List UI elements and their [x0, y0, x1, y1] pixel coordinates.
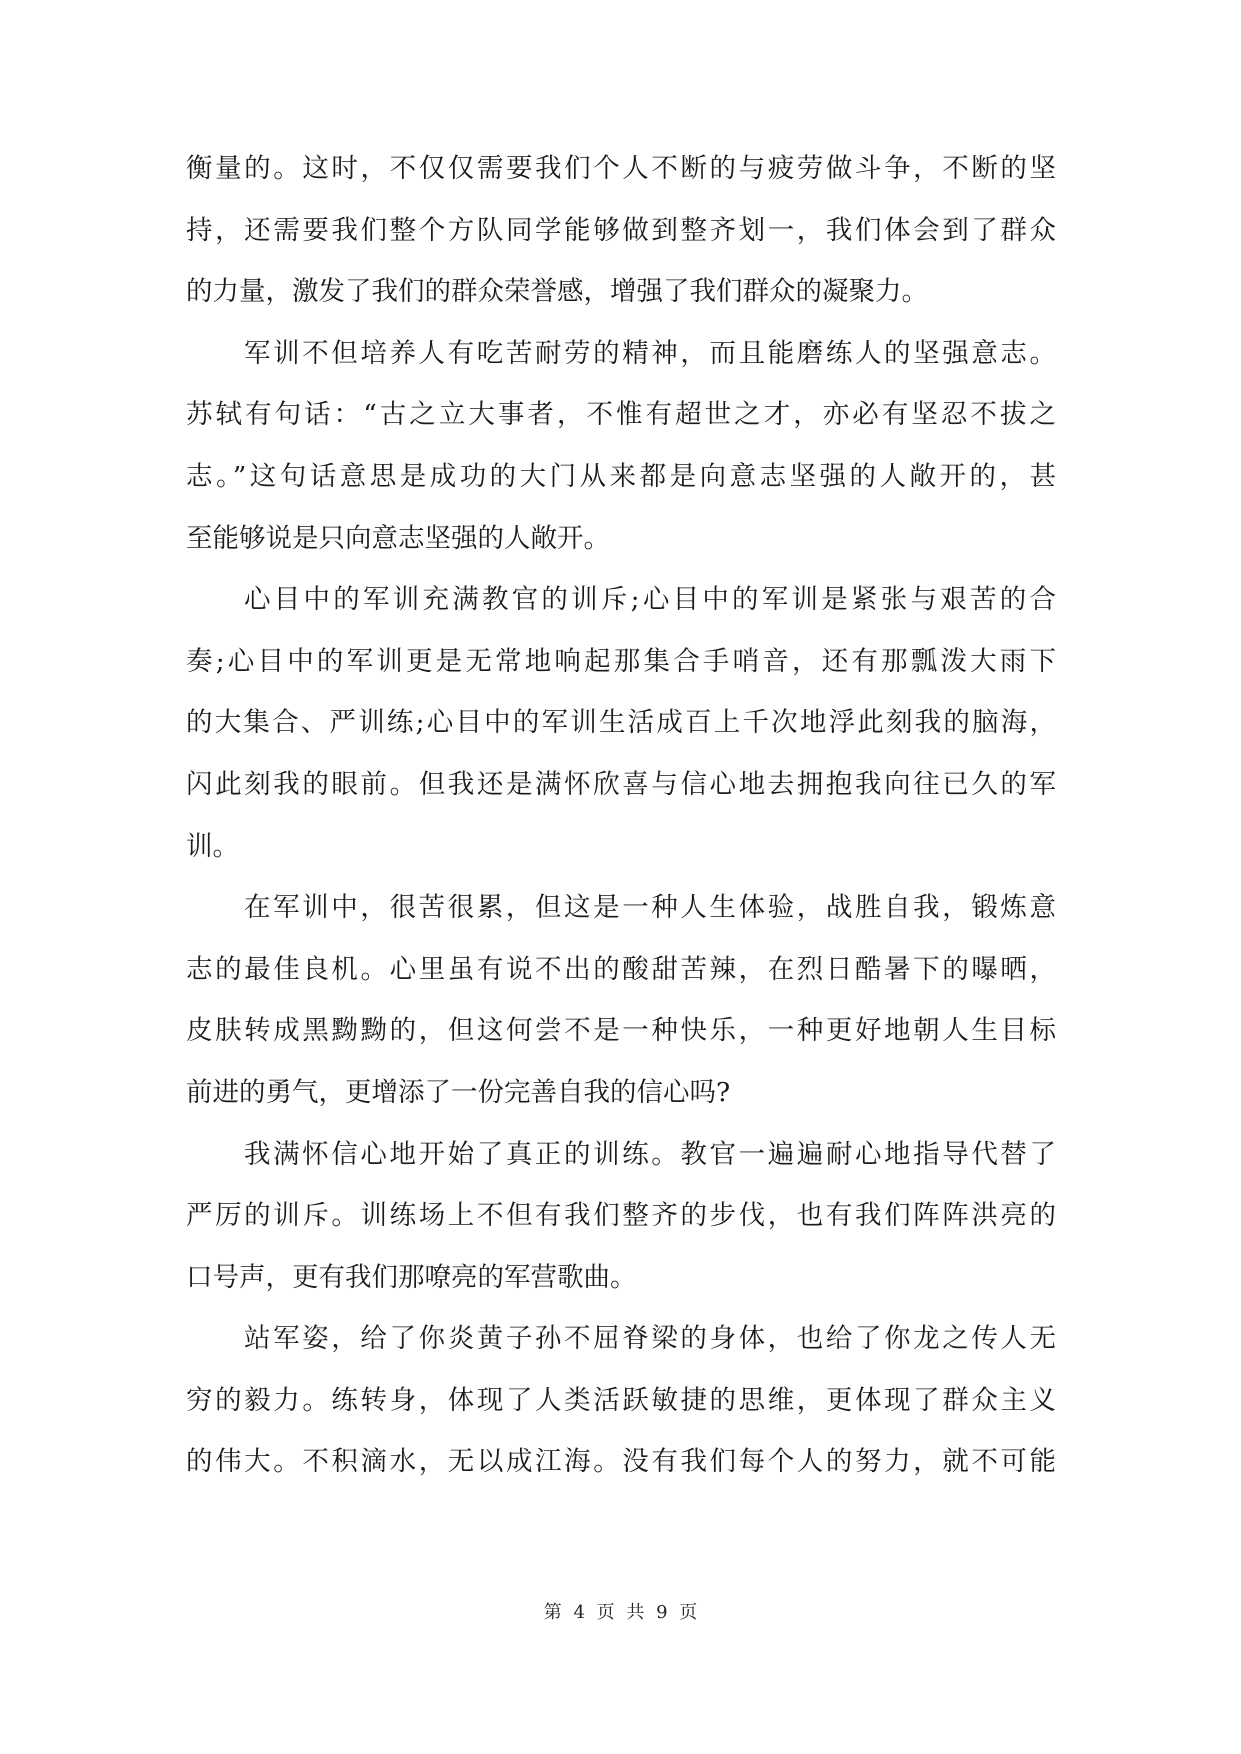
text-line: 穷的毅力。练转身，体现了人类活跃敏捷的思维，更体现了群众主义 [186, 1384, 1056, 1416]
page-footer: 第 4 页 共 9 页 [543, 1602, 698, 1623]
text-line: 我满怀信心地开始了真正的训练。教官一遍遍耐心地指导代替了 [244, 1138, 1056, 1170]
text-line: 持，还需要我们整个方队同学能够做到整齐划一，我们体会到了群众 [186, 214, 1056, 246]
text-line: 军训不但培养人有吃苦耐劳的精神，而且能磨练人的坚强意志。 [244, 337, 1056, 369]
text-line: 口号声，更有我们那嘹亮的军营歌曲。 [186, 1261, 637, 1293]
text-line: 的伟大。不积滴水，无以成江海。没有我们每个人的努力，就不可能 [186, 1446, 1056, 1478]
text-line: 衡量的。这时，不仅仅需要我们个人不断的与疲劳做斗争，不断的坚 [186, 153, 1056, 184]
text-line: 闪此刻我的眼前。但我还是满怀欣喜与信心地去拥抱我向往已久的军 [186, 768, 1056, 800]
text-line: 志。”这句话意思是成功的大门从来都是向意志坚强的人敞开的，甚 [186, 460, 1056, 492]
paragraph-2 [186, 323, 1056, 569]
paragraph-4 [186, 877, 1056, 1123]
text-line: 的大集合、严训练;心目中的军训生活成百上千次地浮此刻我的脑海， [186, 707, 1056, 739]
text-line: 苏轼有句话：“古之立大事者，不惟有超世之才，亦必有坚忍不拔之 [186, 399, 1056, 431]
text-line: 志的最佳良机。心里虽有说不出的酸甜苦辣，在烈日酷暑下的曝晒， [186, 953, 1056, 985]
paragraph-1 [186, 138, 1056, 323]
paragraph-6 [186, 1308, 1056, 1493]
text-line: 心目中的军训充满教官的训斥;心目中的军训是紧张与艰苦的合 [244, 584, 1056, 616]
paragraph-5 [186, 1124, 1056, 1309]
text-line: 皮肤转成黑黝黝的，但这何尝不是一种快乐，一种更好地朝人生目标 [186, 1015, 1056, 1047]
document-body [186, 138, 1056, 1493]
paragraph-3 [186, 569, 1056, 877]
text-line: 站军姿，给了你炎黄子孙不屈脊梁的身体，也给了你龙之传人无 [244, 1323, 1056, 1355]
text-line: 前进的勇气，更增添了一份完善自我的信心吗? [186, 1076, 731, 1108]
text-line: 在军训中，很苦很累，但这是一种人生体验，战胜自我，锻炼意 [244, 892, 1056, 924]
text-line: 奏;心目中的军训更是无常地响起那集合手哨音，还有那瓢泼大雨下 [186, 645, 1056, 677]
text-line: 至能够说是只向意志坚强的人敞开。 [186, 522, 610, 554]
text-line: 训。 [186, 830, 239, 862]
text-line: 严厉的训斥。训练场上不但有我们整齐的步伐，也有我们阵阵洪亮的 [186, 1200, 1056, 1232]
text-line: 的力量，激发了我们的群众荣誉感，增强了我们群众的凝聚力。 [186, 276, 928, 308]
